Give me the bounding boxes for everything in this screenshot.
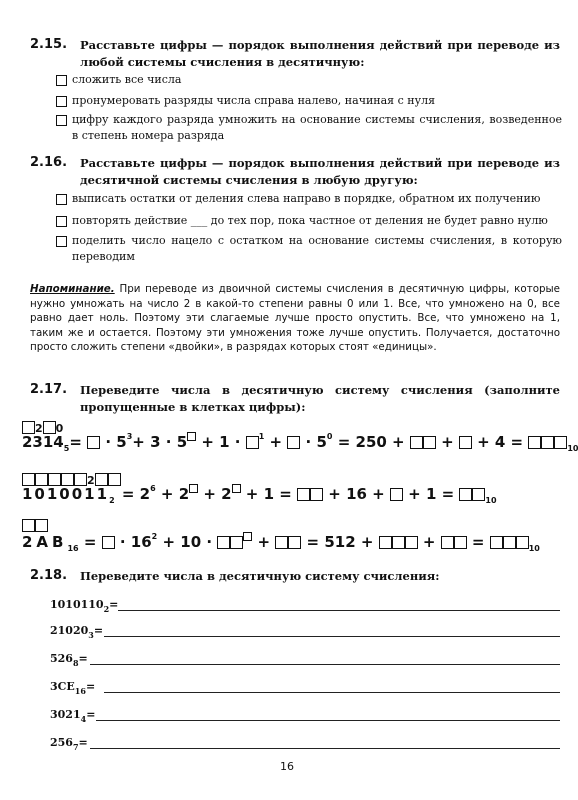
task-number: 2.16. <box>30 155 68 170</box>
task-text: Расставьте цифры — порядок выполнения действий при переводе из любой системы счисления в десятичную: <box>80 38 560 69</box>
answer-line[interactable] <box>90 748 560 749</box>
answer-label: $526_8=$ <box>50 652 88 668</box>
option-label: поделить число нацело с остатком на основание системы счисления, в которую переводим <box>72 234 562 263</box>
answer-line[interactable] <box>104 692 560 693</box>
option-label: повторять действие ___ до тех пор, пока частное от деления не будет равно нулю <box>72 214 548 227</box>
blank-cell[interactable] <box>490 536 503 549</box>
checkbox[interactable] <box>56 75 67 86</box>
page-number: 16 <box>280 760 294 773</box>
blank-cell[interactable] <box>246 436 259 449</box>
blank-cell[interactable] <box>379 536 392 549</box>
equation-2: $1010011_2 = 2^6 + 2 + 2 + 1$ = + 16 + + 1 = $_{10}$ <box>22 484 497 505</box>
option-label: сложить все числа <box>72 73 182 86</box>
blank-cell[interactable] <box>22 519 35 532</box>
blank-cell[interactable] <box>275 536 288 549</box>
answer-line[interactable] <box>90 664 560 665</box>
blank-cell[interactable] <box>516 536 529 549</box>
task-number: 2.15. <box>30 37 68 52</box>
blank-cell[interactable] <box>288 536 301 549</box>
blank-cell[interactable] <box>541 436 554 449</box>
task-text: Расставьте цифры — порядок выполнения действий при переводе из десятичной системы счисления в любую другую: <box>80 156 560 187</box>
reminder-note <box>30 282 560 355</box>
blank-cell[interactable] <box>189 484 198 493</box>
blank-cell[interactable] <box>459 436 472 449</box>
blank-cell[interactable] <box>554 436 567 449</box>
blank-cell[interactable] <box>503 536 516 549</box>
given-top-digits: 2 <box>22 470 121 488</box>
blank-cell[interactable] <box>217 536 230 549</box>
blank-cell[interactable] <box>230 536 243 549</box>
blank-cell[interactable] <box>232 484 241 493</box>
reminder-label: Напоминание. <box>30 283 115 295</box>
blank-cell[interactable] <box>287 436 300 449</box>
blank-cell[interactable] <box>459 488 472 501</box>
option-item <box>56 72 576 88</box>
answer-line[interactable] <box>104 636 560 637</box>
equation-1: $2314_5= \cdot 5^3+ 3 \cdot 5 + 1 \cdot ^1$ + · $5^0 = 250$ + + + 4 = $_{10}$ <box>22 432 578 453</box>
task-number: 2.17. <box>30 382 68 397</box>
option-item <box>56 112 562 144</box>
blank-cell[interactable] <box>87 436 100 449</box>
task-number: 2.18. <box>30 568 68 583</box>
task-text: Переведите числа в десятичную систему счисления (заполните пропущенные в клетках цифры): <box>80 383 560 414</box>
answer-line[interactable] <box>96 720 560 721</box>
reminder-text: При переводе из двоичной системы счисления в десятичную цифры, которые нужно умножать на число 2 в какой-то степени равны 0 или 1. Все, что умножено на 0, все равно дает ноль. Поэтому эти слагаемые лучше просто опустить. Все, что умножено на 1, таким же и остается. Поэтому эти умножения тоже лучше опустить. Получается, достаточно просто сложить степени «двойки», в разрядах которых стоят «единицы». <box>30 283 560 354</box>
blank-cell[interactable] <box>310 488 323 501</box>
equation-3: $2AB_{16}$ = · $16^2 + 10$ · + = 512 + + = $_{10}$ <box>22 532 540 553</box>
source-number: 2314 <box>22 433 64 451</box>
given-value: 250 <box>355 433 387 451</box>
blank-cell[interactable] <box>392 536 405 549</box>
blank-cell[interactable] <box>390 488 403 501</box>
blank-cell[interactable] <box>472 488 485 501</box>
blank-cell[interactable] <box>405 536 418 549</box>
source-number: 2AB <box>22 533 68 551</box>
checkbox[interactable] <box>56 236 67 247</box>
answer-label: $1010110_2=$ <box>50 598 119 614</box>
option-label: пронумеровать разряды числа справа налево, начиная с нуля <box>72 94 436 107</box>
blank-cell[interactable] <box>528 436 541 449</box>
option-item <box>56 233 562 265</box>
blank-cell[interactable] <box>441 536 454 549</box>
option-item <box>56 191 576 207</box>
blank-cell[interactable] <box>297 488 310 501</box>
checkbox[interactable] <box>56 115 67 126</box>
blank-cell[interactable] <box>35 519 48 532</box>
option-label: выписать остатки от деления слева направо в порядке, обратном их получению <box>72 192 541 205</box>
answer-label: $3021_4=$ <box>50 708 96 724</box>
source-number: 1010011 <box>22 485 110 503</box>
option-item <box>56 213 576 229</box>
blank-cell[interactable] <box>410 436 423 449</box>
answer-label: $3CE_{16}=$ <box>50 680 96 696</box>
option-label: цифру каждого разряда умножить на основание системы счисления, возведенное в степень номера разряда <box>72 113 562 142</box>
checkbox[interactable] <box>56 216 67 227</box>
blank-cell[interactable] <box>423 436 436 449</box>
answer-label: $256_7=$ <box>50 736 88 752</box>
blank-cell[interactable] <box>243 532 252 541</box>
option-item <box>56 93 576 109</box>
checkbox[interactable] <box>56 194 67 205</box>
blank-cell[interactable] <box>102 536 115 549</box>
given-top-digits: 2 0 <box>22 418 63 436</box>
checkbox[interactable] <box>56 96 67 107</box>
answer-label: $21020_3=$ <box>50 624 104 640</box>
blank-cell[interactable] <box>187 432 196 441</box>
blank-cell[interactable] <box>454 536 467 549</box>
answer-line[interactable] <box>118 610 560 611</box>
task-text: Переведите числа в десятичную систему счисления: <box>80 569 440 583</box>
